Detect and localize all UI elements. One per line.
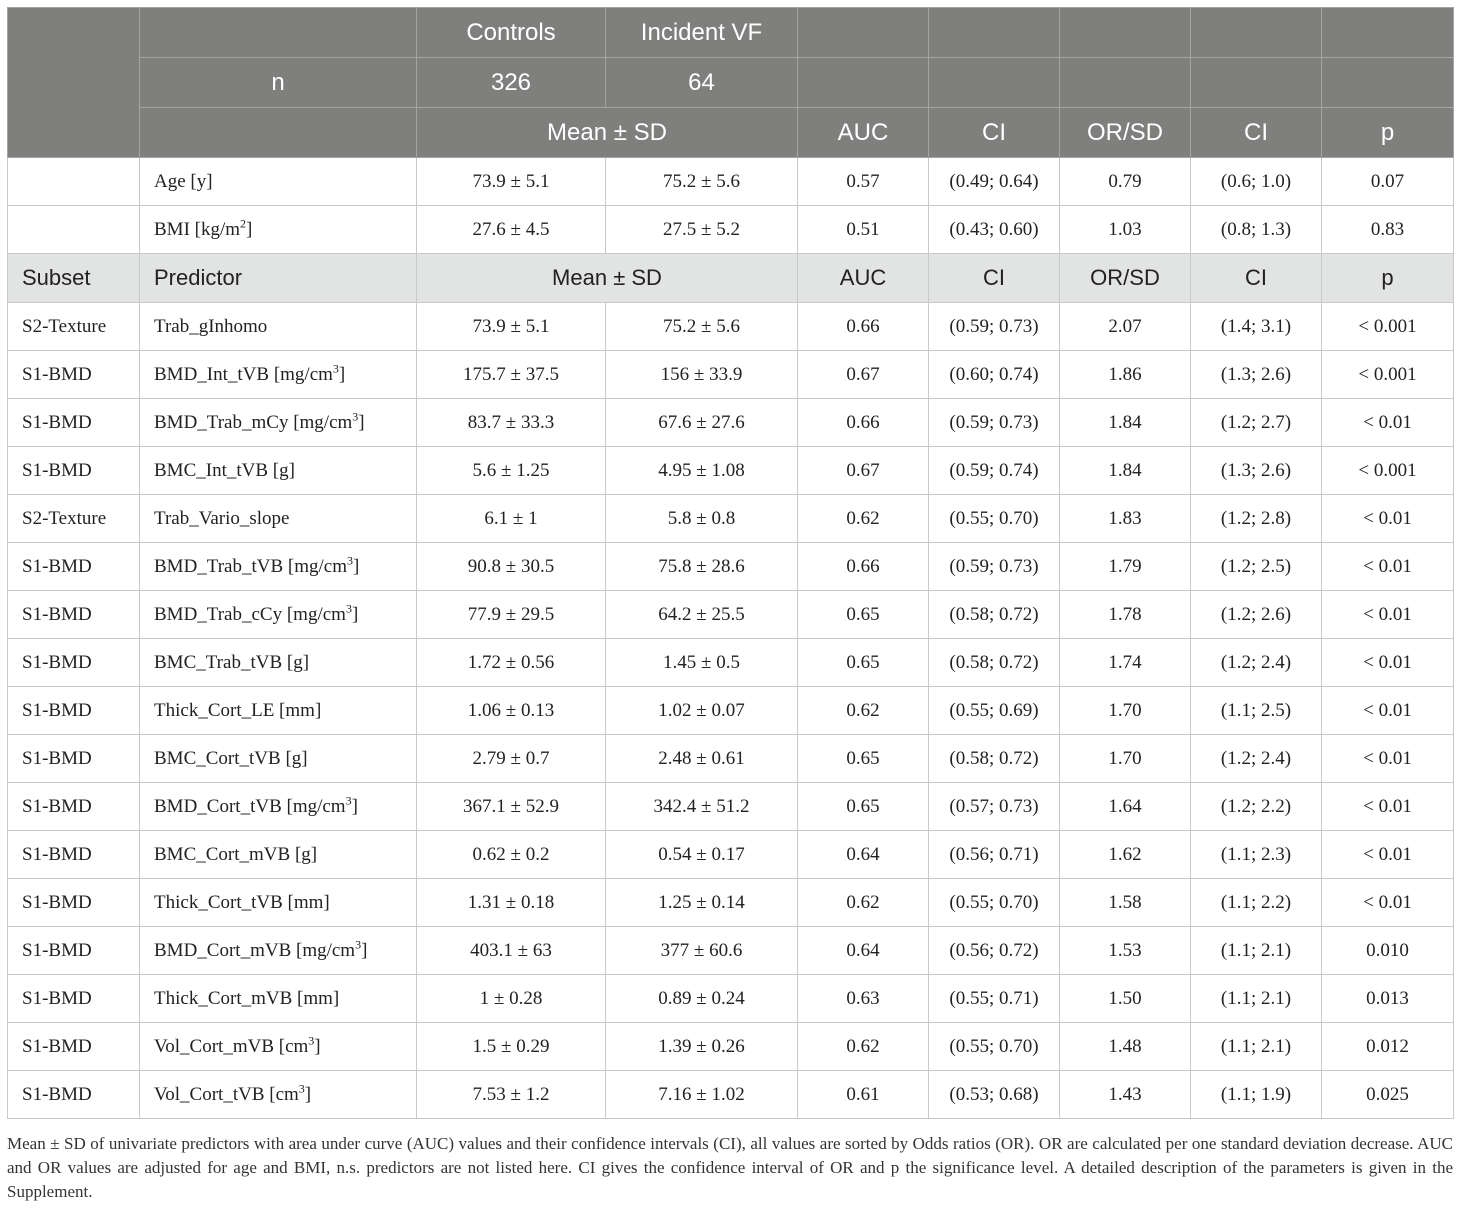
incident-mean-sd: 342.4 ± 51.2 <box>606 783 798 831</box>
header-blank-cell <box>140 8 417 58</box>
p-value: < 0.01 <box>1322 543 1454 591</box>
predictor-cell <box>140 447 417 495</box>
subset-cell: S1-BMD <box>8 639 140 687</box>
or-ci: (1.2; 2.4) <box>1191 735 1322 783</box>
subheader-p: p <box>1322 254 1454 303</box>
or-sd-value: 1.03 <box>1060 206 1191 254</box>
predictor-cell <box>140 831 417 879</box>
auc-ci: (0.57; 0.73) <box>929 783 1060 831</box>
predictor-cell <box>140 1023 417 1071</box>
header-auc: AUC <box>798 108 929 158</box>
p-value: 0.013 <box>1322 975 1454 1023</box>
subset-cell: S1-BMD <box>8 447 140 495</box>
controls-mean-sd: 1 ± 0.28 <box>417 975 606 1023</box>
controls-mean-sd: 1.5 ± 0.29 <box>417 1023 606 1071</box>
auc-value: 0.65 <box>798 783 929 831</box>
predictor-name: Age [y] <box>154 170 213 192</box>
unit-exponent: 3 <box>347 553 354 568</box>
or-sd-value: 0.79 <box>1060 158 1191 206</box>
header-blank-cell <box>1191 58 1322 108</box>
predictor-rows <box>8 303 1454 1119</box>
controls-mean-sd: 1.72 ± 0.56 <box>417 639 606 687</box>
subset-cell: S1-BMD <box>8 735 140 783</box>
header-auc-ci: CI <box>929 108 1060 158</box>
header-blank-cell <box>1191 8 1322 58</box>
or-ci: (1.4; 3.1) <box>1191 303 1322 351</box>
p-value: 0.025 <box>1322 1071 1454 1119</box>
p-value: < 0.01 <box>1322 783 1454 831</box>
auc-value: 0.62 <box>798 687 929 735</box>
header-row-columns <box>8 108 1454 158</box>
p-value: < 0.01 <box>1322 735 1454 783</box>
or-sd-value: 1.84 <box>1060 399 1191 447</box>
predictor-name: Thick_Cort_tVB [mm] <box>154 891 330 913</box>
or-sd-value: 1.48 <box>1060 1023 1191 1071</box>
results-table-container <box>7 7 1453 1119</box>
predictor-name: BMI [kg/m <box>154 218 241 240</box>
subset-cell: S1-BMD <box>8 399 140 447</box>
predictor-name: Vol_Cort_tVB [cm <box>154 1083 299 1105</box>
or-sd-value: 1.64 <box>1060 783 1191 831</box>
subheader-or-ci: CI <box>1191 254 1322 303</box>
predictor-cell <box>140 351 417 399</box>
p-value: < 0.001 <box>1322 303 1454 351</box>
p-value: < 0.01 <box>1322 831 1454 879</box>
or-ci: (1.2; 2.6) <box>1191 591 1322 639</box>
auc-ci: (0.49; 0.64) <box>929 158 1060 206</box>
or-sd-value: 2.07 <box>1060 303 1191 351</box>
table-row <box>8 975 1454 1023</box>
subset-cell: S1-BMD <box>8 543 140 591</box>
subset-cell: S1-BMD <box>8 591 140 639</box>
header-row-n <box>8 58 1454 108</box>
or-sd-value: 1.84 <box>1060 447 1191 495</box>
unit-close: ] <box>353 555 360 577</box>
auc-value: 0.62 <box>798 879 929 927</box>
subset-cell-empty <box>8 206 140 254</box>
predictor-name: Vol_Cort_mVB [cm <box>154 1035 309 1057</box>
subheader-mean-sd: Mean ± SD <box>417 254 798 303</box>
auc-ci: (0.58; 0.72) <box>929 639 1060 687</box>
table-row <box>8 447 1454 495</box>
unit-exponent: 3 <box>352 409 359 424</box>
table-row <box>8 1071 1454 1119</box>
predictor-name: BMD_Trab_cCy [mg/cm <box>154 603 346 625</box>
auc-ci: (0.58; 0.72) <box>929 735 1060 783</box>
table-row <box>8 303 1454 351</box>
auc-ci: (0.55; 0.70) <box>929 495 1060 543</box>
header-blank-cell <box>1322 58 1454 108</box>
header-blank-cell <box>798 58 929 108</box>
auc-value: 0.66 <box>798 543 929 591</box>
incident-mean-sd: 5.8 ± 0.8 <box>606 495 798 543</box>
controls-mean-sd: 7.53 ± 1.2 <box>417 1071 606 1119</box>
auc-value: 0.65 <box>798 591 929 639</box>
unit-close: ] <box>351 603 359 625</box>
p-value: 0.012 <box>1322 1023 1454 1071</box>
or-ci: (1.1; 2.1) <box>1191 927 1322 975</box>
or-sd-value: 1.53 <box>1060 927 1191 975</box>
p-value: < 0.01 <box>1322 687 1454 735</box>
predictor-cell <box>140 495 417 543</box>
incident-mean-sd: 75.2 ± 5.6 <box>606 158 798 206</box>
subheader-row <box>8 254 1454 303</box>
predictor-cell <box>140 543 417 591</box>
predictor-cell <box>140 783 417 831</box>
or-sd-value: 1.83 <box>1060 495 1191 543</box>
predictor-cell <box>140 975 417 1023</box>
subset-cell: S1-BMD <box>8 975 140 1023</box>
or-ci: (1.2; 2.7) <box>1191 399 1322 447</box>
table-footnote: Mean ± SD of univariate predictors with area under curve (AUC) values and their confidence intervals (CI), all values are sorted by Odds ratios (OR). OR are calculated per one standard deviation decrease. AUC and OR values are adjusted for age and BMI, n.s. predictors are not listed here. CI gives the confidence interval of OR and p the significance level. A detailed description of the parameters is given in the Supplement. <box>7 1134 1453 1201</box>
or-ci: (1.1; 1.9) <box>1191 1071 1322 1119</box>
predictor-cell <box>140 639 417 687</box>
covariate-rows <box>8 158 1454 254</box>
incident-mean-sd: 27.5 ± 5.2 <box>606 206 798 254</box>
controls-mean-sd: 5.6 ± 1.25 <box>417 447 606 495</box>
predictor-name: BMC_Trab_tVB [g] <box>154 651 310 673</box>
unit-exponent: 2 <box>240 216 247 231</box>
unit-close: ] <box>351 795 358 817</box>
subset-cell: S1-BMD <box>8 783 140 831</box>
table-row <box>8 639 1454 687</box>
predictor-name: BMD_Int_tVB [mg/cm <box>154 363 333 385</box>
header-blank-cell <box>1060 58 1191 108</box>
p-value: < 0.001 <box>1322 447 1454 495</box>
unit-close: ] <box>361 939 368 961</box>
auc-value: 0.67 <box>798 351 929 399</box>
predictor-name: BMD_Cort_mVB [mg/cm <box>154 939 356 961</box>
predictor-cell <box>140 927 417 975</box>
predictor-cell <box>140 1071 417 1119</box>
header-incident: Incident VF <box>606 8 798 58</box>
predictor-name: BMC_Int_tVB [g] <box>154 459 295 481</box>
or-ci: (1.2; 2.4) <box>1191 639 1322 687</box>
unit-exponent: 3 <box>298 1081 305 1096</box>
auc-ci: (0.56; 0.72) <box>929 927 1060 975</box>
incident-mean-sd: 1.45 ± 0.5 <box>606 639 798 687</box>
auc-ci: (0.43; 0.60) <box>929 206 1060 254</box>
auc-ci: (0.59; 0.74) <box>929 447 1060 495</box>
or-sd-value: 1.74 <box>1060 639 1191 687</box>
controls-mean-sd: 0.62 ± 0.2 <box>417 831 606 879</box>
table-row <box>8 495 1454 543</box>
or-sd-value: 1.70 <box>1060 735 1191 783</box>
incident-mean-sd: 7.16 ± 1.02 <box>606 1071 798 1119</box>
predictor-cell <box>140 879 417 927</box>
table-row <box>8 879 1454 927</box>
table-row <box>8 1023 1454 1071</box>
controls-mean-sd: 2.79 ± 0.7 <box>417 735 606 783</box>
auc-ci: (0.56; 0.71) <box>929 831 1060 879</box>
header-or-ci: CI <box>1191 108 1322 158</box>
header-blank-cell <box>929 8 1060 58</box>
predictor-cell <box>140 303 417 351</box>
predictor-name: BMD_Trab_mCy [mg/cm <box>154 411 353 433</box>
controls-mean-sd: 1.31 ± 0.18 <box>417 879 606 927</box>
or-ci: (1.3; 2.6) <box>1191 351 1322 399</box>
header-blank-cell <box>8 8 140 158</box>
or-sd-value: 1.58 <box>1060 879 1191 927</box>
auc-ci: (0.59; 0.73) <box>929 303 1060 351</box>
incident-mean-sd: 156 ± 33.9 <box>606 351 798 399</box>
predictor-name: Thick_Cort_mVB [mm] <box>154 987 340 1009</box>
or-sd-value: 1.43 <box>1060 1071 1191 1119</box>
incident-mean-sd: 1.02 ± 0.07 <box>606 687 798 735</box>
subset-cell-empty <box>8 158 140 206</box>
predictor-name: BMC_Cort_tVB [g] <box>154 747 308 769</box>
header-controls: Controls <box>417 8 606 58</box>
header-p: p <box>1322 108 1454 158</box>
auc-value: 0.65 <box>798 639 929 687</box>
or-ci: (1.3; 2.6) <box>1191 447 1322 495</box>
table-row <box>8 399 1454 447</box>
table-row <box>8 831 1454 879</box>
table-row <box>8 687 1454 735</box>
subset-cell: S1-BMD <box>8 687 140 735</box>
incident-mean-sd: 64.2 ± 25.5 <box>606 591 798 639</box>
incident-mean-sd: 67.6 ± 27.6 <box>606 399 798 447</box>
auc-value: 0.57 <box>798 158 929 206</box>
or-ci: (1.1; 2.1) <box>1191 975 1322 1023</box>
controls-mean-sd: 403.1 ± 63 <box>417 927 606 975</box>
predictor-cell <box>140 399 417 447</box>
auc-ci: (0.59; 0.73) <box>929 399 1060 447</box>
unit-exponent: 3 <box>308 1033 315 1048</box>
controls-mean-sd: 77.9 ± 29.5 <box>417 591 606 639</box>
or-ci: (0.6; 1.0) <box>1191 158 1322 206</box>
incident-mean-sd: 1.39 ± 0.26 <box>606 1023 798 1071</box>
subset-cell: S1-BMD <box>8 879 140 927</box>
subheader-auc: AUC <box>798 254 929 303</box>
predictor-name: BMD_Cort_tVB [mg/cm <box>154 795 346 817</box>
unit-exponent: 3 <box>345 601 352 616</box>
incident-mean-sd: 1.25 ± 0.14 <box>606 879 798 927</box>
or-ci: (1.1; 2.3) <box>1191 831 1322 879</box>
auc-value: 0.65 <box>798 735 929 783</box>
unit-close: ] <box>304 1083 312 1105</box>
or-ci: (1.2; 2.5) <box>1191 543 1322 591</box>
p-value: 0.010 <box>1322 927 1454 975</box>
controls-mean-sd: 73.9 ± 5.1 <box>417 303 606 351</box>
unit-close: ] <box>358 411 365 433</box>
table-row <box>8 591 1454 639</box>
incident-mean-sd: 0.54 ± 0.17 <box>606 831 798 879</box>
controls-mean-sd: 73.9 ± 5.1 <box>417 158 606 206</box>
controls-mean-sd: 6.1 ± 1 <box>417 495 606 543</box>
predictor-name: Thick_Cort_LE [mm] <box>154 699 322 721</box>
or-ci: (1.1; 2.2) <box>1191 879 1322 927</box>
or-sd-value: 1.50 <box>1060 975 1191 1023</box>
or-ci: (0.8; 1.3) <box>1191 206 1322 254</box>
auc-value: 0.66 <box>798 399 929 447</box>
covariate-row <box>8 158 1454 206</box>
auc-value: 0.61 <box>798 1071 929 1119</box>
subset-cell: S1-BMD <box>8 927 140 975</box>
auc-value: 0.67 <box>798 447 929 495</box>
subset-cell: S2-Texture <box>8 495 140 543</box>
predictor-cell <box>140 158 417 206</box>
p-value: < 0.01 <box>1322 591 1454 639</box>
or-ci: (1.2; 2.8) <box>1191 495 1322 543</box>
auc-value: 0.62 <box>798 1023 929 1071</box>
controls-mean-sd: 175.7 ± 37.5 <box>417 351 606 399</box>
unit-close: ] <box>338 363 346 385</box>
incident-mean-sd: 75.8 ± 28.6 <box>606 543 798 591</box>
predictor-cell <box>140 735 417 783</box>
results-table <box>7 7 1454 1119</box>
auc-ci: (0.59; 0.73) <box>929 543 1060 591</box>
auc-ci: (0.58; 0.72) <box>929 591 1060 639</box>
incident-mean-sd: 0.89 ± 0.24 <box>606 975 798 1023</box>
auc-ci: (0.55; 0.69) <box>929 687 1060 735</box>
p-value: 0.83 <box>1322 206 1454 254</box>
table-row <box>8 543 1454 591</box>
subset-cell: S2-Texture <box>8 303 140 351</box>
subset-cell: S1-BMD <box>8 831 140 879</box>
subset-cell: S1-BMD <box>8 1071 140 1119</box>
covariate-row <box>8 206 1454 254</box>
unit-close: ] <box>246 218 253 240</box>
controls-mean-sd: 367.1 ± 52.9 <box>417 783 606 831</box>
or-sd-value: 1.86 <box>1060 351 1191 399</box>
table-row <box>8 351 1454 399</box>
p-value: < 0.001 <box>1322 351 1454 399</box>
p-value: < 0.01 <box>1322 639 1454 687</box>
or-sd-value: 1.70 <box>1060 687 1191 735</box>
auc-ci: (0.60; 0.74) <box>929 351 1060 399</box>
incident-mean-sd: 4.95 ± 1.08 <box>606 447 798 495</box>
subset-cell: S1-BMD <box>8 1023 140 1071</box>
incident-mean-sd: 377 ± 60.6 <box>606 927 798 975</box>
header-mean-sd: Mean ± SD <box>417 108 798 158</box>
table-row <box>8 927 1454 975</box>
auc-ci: (0.55; 0.71) <box>929 975 1060 1023</box>
unit-exponent: 3 <box>345 793 352 808</box>
predictor-cell <box>140 206 417 254</box>
header-blank-cell <box>1060 8 1191 58</box>
auc-ci: (0.55; 0.70) <box>929 1023 1060 1071</box>
auc-value: 0.51 <box>798 206 929 254</box>
unit-close: ] <box>314 1035 321 1057</box>
header-blank-cell <box>140 108 417 158</box>
auc-value: 0.64 <box>798 927 929 975</box>
subheader-auc-ci: CI <box>929 254 1060 303</box>
controls-mean-sd: 83.7 ± 33.3 <box>417 399 606 447</box>
controls-mean-sd: 27.6 ± 4.5 <box>417 206 606 254</box>
predictor-name: Trab_Vario_slope <box>154 507 290 529</box>
or-ci: (1.2; 2.2) <box>1191 783 1322 831</box>
predictor-cell <box>140 687 417 735</box>
subheader-or-sd: OR/SD <box>1060 254 1191 303</box>
incident-mean-sd: 2.48 ± 0.61 <box>606 735 798 783</box>
predictor-name: BMD_Trab_tVB [mg/cm <box>154 555 348 577</box>
controls-mean-sd: 1.06 ± 0.13 <box>417 687 606 735</box>
subheader-subset: Subset <box>8 254 140 303</box>
auc-value: 0.66 <box>798 303 929 351</box>
predictor-name: BMC_Cort_mVB [g] <box>154 843 318 865</box>
header-n-label: n <box>140 58 417 108</box>
header-blank-cell <box>1322 8 1454 58</box>
auc-ci: (0.53; 0.68) <box>929 1071 1060 1119</box>
p-value: < 0.01 <box>1322 399 1454 447</box>
auc-ci: (0.55; 0.70) <box>929 879 1060 927</box>
subheader-predictor: Predictor <box>140 254 417 303</box>
predictor-cell <box>140 591 417 639</box>
predictor-name: Trab_gInhomo <box>154 315 268 337</box>
header-n-incident: 64 <box>606 58 798 108</box>
or-ci: (1.1; 2.1) <box>1191 1023 1322 1071</box>
or-sd-value: 1.78 <box>1060 591 1191 639</box>
or-sd-value: 1.62 <box>1060 831 1191 879</box>
header-or-sd: OR/SD <box>1060 108 1191 158</box>
table-row <box>8 783 1454 831</box>
auc-value: 0.64 <box>798 831 929 879</box>
p-value: < 0.01 <box>1322 495 1454 543</box>
unit-exponent: 3 <box>355 937 362 952</box>
p-value: < 0.01 <box>1322 879 1454 927</box>
header-blank-cell <box>798 8 929 58</box>
header-row-groups <box>8 8 1454 58</box>
subset-cell: S1-BMD <box>8 351 140 399</box>
auc-value: 0.62 <box>798 495 929 543</box>
header-n-controls: 326 <box>417 58 606 108</box>
unit-exponent: 3 <box>332 361 339 376</box>
header-blank-cell <box>929 58 1060 108</box>
incident-mean-sd: 75.2 ± 5.6 <box>606 303 798 351</box>
controls-mean-sd: 90.8 ± 30.5 <box>417 543 606 591</box>
p-value: 0.07 <box>1322 158 1454 206</box>
table-row <box>8 735 1454 783</box>
or-sd-value: 1.79 <box>1060 543 1191 591</box>
or-ci: (1.1; 2.5) <box>1191 687 1322 735</box>
auc-value: 0.63 <box>798 975 929 1023</box>
